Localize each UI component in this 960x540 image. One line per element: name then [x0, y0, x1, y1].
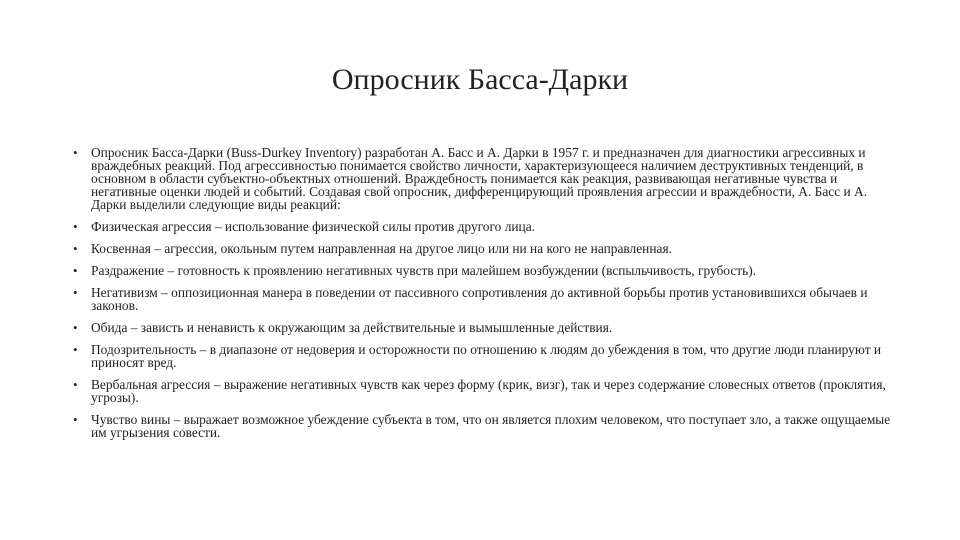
bullet-item-irritation: [72, 264, 894, 277]
bullet-text: Раздражение – готовность к проявлению негативных чувств при малейшем возбуждении (вспыльчивость, грубость).: [91, 263, 757, 278]
bullet-dot-icon: •: [73, 219, 78, 234]
bullet-dot-icon: •: [73, 412, 78, 427]
bullet-dot-icon: •: [73, 241, 78, 256]
bullet-dot-icon: •: [73, 145, 78, 160]
bullet-dot-icon: •: [73, 263, 78, 278]
bullet-item-negativism: [72, 286, 894, 312]
bullet-text: Чувство вины – выражает возможное убеждение субъекта в том, что он является плохим человеком, что поступает зло, а также ощущаемые им угрызения совести.: [91, 412, 891, 440]
bullet-item-resentment: [72, 321, 894, 334]
bullet-text: Негативизм – оппозиционная манера в поведении от пассивного сопротивления до активной борьбы против установившихся обычаев и законов.: [91, 285, 868, 313]
bullet-item-suspicion: [72, 343, 894, 369]
bullet-item-intro: [72, 146, 894, 211]
bullet-text: Обида – зависть и ненависть к окружающим за действительные и вымышленные действия.: [91, 320, 613, 335]
bullet-dot-icon: •: [73, 285, 78, 300]
bullet-text: Опросник Басса-Дарки (Buss-Durkey Inventory) разработан А. Басс и А. Дарки в 1957 г. и предназначен для диагностики агрессивных и враждебных реакций. Под агрессивностью понимается свойство личности, характеризующееся наличием деструктивных тенденций, в основном в области субъектно-объектных отношений. Враждебность понимается как реакция, развивающая негативные чувства и негативные оценки людей и событий. Создавая свой опросник, дифференцирующий проявления агрессии и враждебности, А. Басс и А. Дарки выделили следующие виды реакций:: [91, 145, 868, 212]
bullet-text: Косвенная – агрессия, окольным путем направленная на другое лицо или ни на кого не направленная.: [91, 241, 672, 256]
bullet-text: Подозрительность – в диапазоне от недоверия и осторожности по отношению к людям до убеждения в том, что другие люди планируют и приносят вред.: [91, 342, 882, 370]
bullet-text: Вербальная агрессия – выражение негативных чувств как через форму (крик, визг), так и через содержание словесных ответов (проклятия, угрозы).: [91, 377, 886, 405]
bullet-dot-icon: •: [73, 342, 78, 357]
bullet-dot-icon: •: [73, 320, 78, 335]
bullet-item-verbal-aggression: [72, 378, 894, 404]
bullet-list: [72, 146, 894, 448]
slide-title: Опросник Басса-Дарки: [331, 63, 629, 96]
bullet-item-physical-aggression: [72, 220, 894, 233]
bullet-dot-icon: •: [73, 377, 78, 392]
bullet-item-guilt: [72, 413, 894, 439]
bullet-item-indirect-aggression: [72, 242, 894, 255]
bullet-text: Физическая агрессия – использование физической силы против другого лица.: [91, 219, 536, 234]
